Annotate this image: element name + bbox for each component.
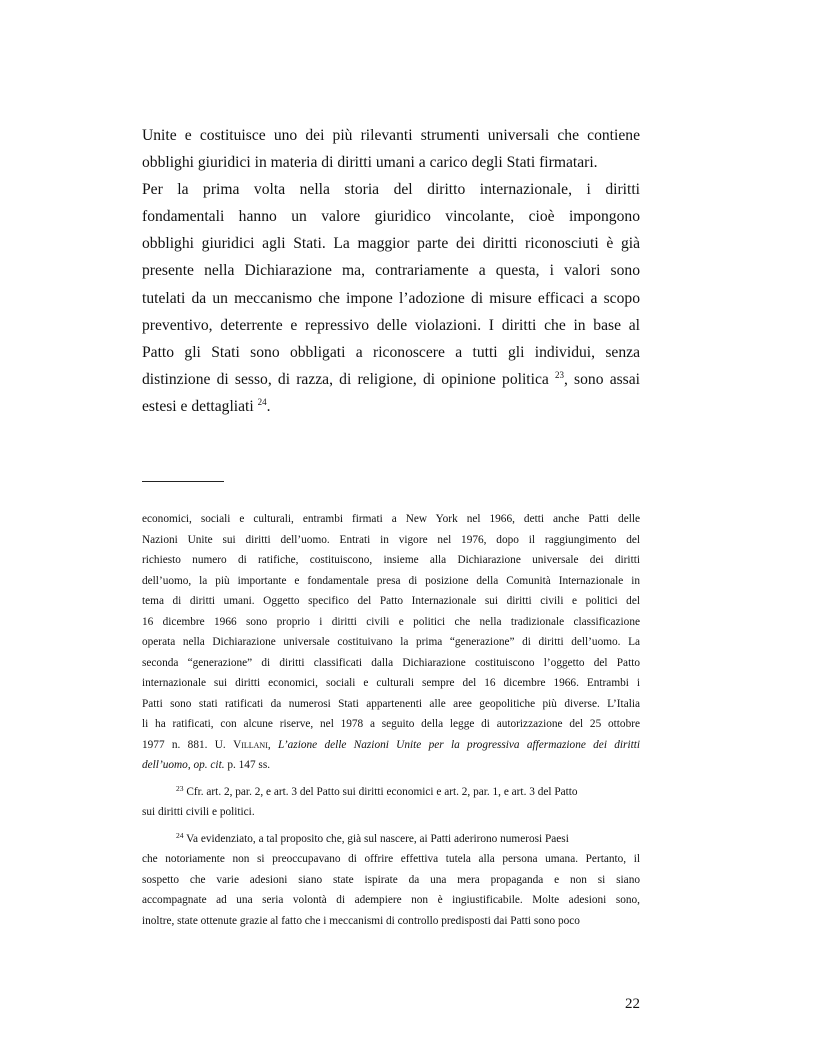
footnote-24 [142,829,640,932]
body-line: Patto gli Stati sono obbligati a riconoscere a tutti gli individui, senza [142,343,640,361]
footnote-line: 16 dicembre 1966 sono proprio i diritti civili e politici che nella tradizionale classificazione [142,615,640,628]
body-text-fragment: distinzione di sesso, di razza, di religione, di opinione politica [142,370,549,388]
footnote-text-fragment: p. 147 ss. [224,759,271,771]
footnote-line: Nazioni Unite sui diritti dell’uomo. Entrati in vigore nel 1976, dopo il raggiungimento del [142,533,640,546]
body-line: obblighi giuridici in materia di diritti umani a carico degli Stati firmatari. [142,154,598,172]
body-text-fragment: . [266,397,271,415]
footnote-line [142,755,640,776]
footnote-23 [142,782,640,823]
footnote-number: 24 [176,830,184,840]
footnote-text-fragment: , [187,759,194,771]
footnote-line: operata nella Dichiarazione universale costituivano la prima “generazione” di diritti dell’uomo. La [142,636,640,648]
footnote-line: inoltre, state ottenute grazie al fatto che i meccanismi di controllo predisposti dai Patti sono poco [142,914,580,927]
body-line: Unite e costituisce uno dei più rilevanti strumenti universali che contiene [142,127,640,144]
cited-title: dell’uomo [142,759,188,771]
footnote-line [142,782,640,803]
footnote-reference-24[interactable]: 24 [257,396,267,407]
footnote-separator [142,481,224,482]
page-number: 22 [625,996,640,1012]
footnote-reference-23[interactable]: 23 [554,369,564,380]
body-text-fragment: , sono assai [563,370,641,388]
footnote-line: li ha ratificati, con alcune riserve, nel 1978 a seguito della legge di autorizzazione del 25 ottobre [142,718,640,730]
body-line: obblighi giuridici agli Stati. La maggior parte dei diritti riconosciuti è già [142,235,640,253]
footnote-line: economici, sociali e culturali, entrambi firmati a New York nel 1966, detti anche Patti delle [142,513,640,525]
body-line [142,393,640,420]
footnote-continuation [142,509,640,776]
footnote-line: che notoriamente non si preoccupavano di offrire effettiva tutela alla persona umana. Pertanto, il [142,853,640,865]
cited-author: Villani [233,738,268,751]
footnote-text-fragment: Va evidenziato, a tal proposito che, già sul nascere, ai Patti aderirono numerosi Paesi [183,832,569,845]
footnote-line: dell’uomo, la più importante e fondamentale presa di posizione della Comunità Internazionale in [142,574,640,587]
main-text [142,122,640,420]
footnotes [142,509,640,931]
footnote-number: 23 [176,783,184,793]
footnote-text-fragment: 1977 n. 881. U. [142,738,234,751]
body-line: preventivo, deterrente e repressivo delle violazioni. I diritti che in base al [142,316,640,334]
body-line: presente nella Dichiarazione ma, contrariamente a questa, i valori sono [142,262,640,280]
footnote-line: richiesto numero di ratifiche, costituiscono, insieme alla Dichiarazione universale dei diritti [142,554,640,566]
footnote-line: internazionale sui diritti economici, sociali e culturali sempre del 16 dicembre 1966. Entrambi i [142,677,640,689]
footnote-line: tema di diritti umani. Oggetto specifico del Patto Internazionale sui diritti civili e politici del [142,595,640,607]
footnote-line: seconda “generazione” di diritti classificati dalla Dichiarazione costituiscono l’oggetto del Patto [142,656,640,669]
op-cit: op. cit. [193,759,225,771]
footnote-line: sui diritti civili e politici. [142,806,255,818]
footnote-line [142,829,640,850]
footnote-text-fragment: Cfr. art. 2, par. 2, e art. 3 del Patto sui diritti economici e art. 2, par. 1, e art. 3 del Patto [183,785,578,798]
body-line: tutelati da un meccanismo che impone l’adozione di misure efficaci a scopo [142,289,640,307]
footnote-line: accompagnate ad una seria volontà di adempiere non è ingiustificabile. Molte adesioni sono, [142,894,640,906]
body-line: Per la prima volta nella storia del diritto internazionale, i diritti [142,181,640,199]
footnote-line: Patti sono stati ratificati da numerosi Stati appartenenti alle aree geopolitiche più diverse. L’Italia [142,697,640,710]
body-line: fondamentali hanno un valore giuridico vincolante, cioè impongono [142,208,640,226]
footnote-line: sospetto che varie adesioni siano state ispirate da una mera propaganda e non si siano [142,873,640,886]
body-text-fragment: estesi e dettagliati [142,397,254,415]
footnote-text-fragment: , [267,738,279,751]
cited-title: L’azione delle Nazioni Unite per la progressiva affermazione dei diritti [278,738,641,751]
body-line [142,366,640,393]
footnote-line [142,735,640,756]
